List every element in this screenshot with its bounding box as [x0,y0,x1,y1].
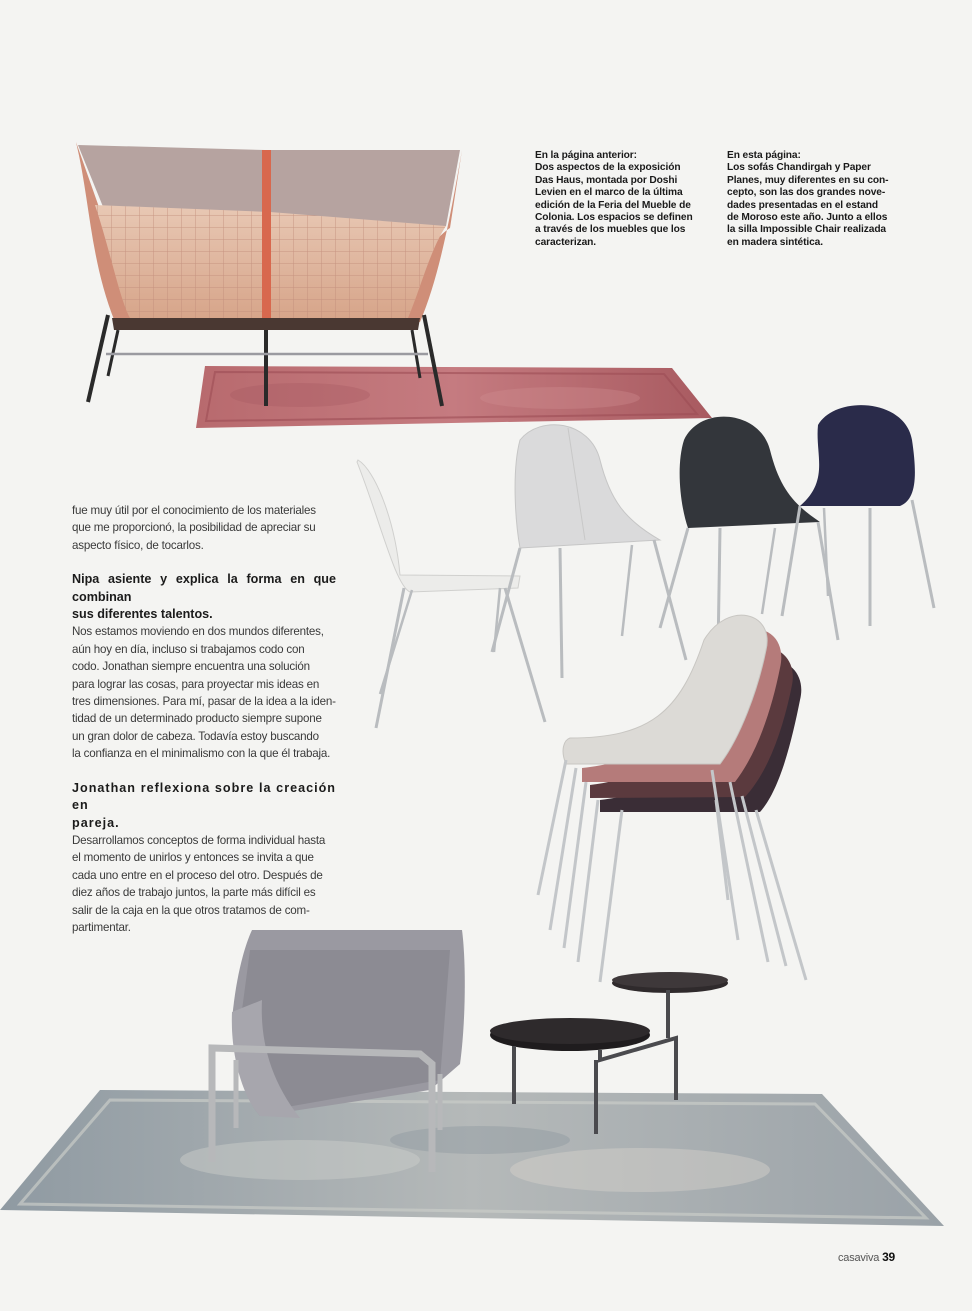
text-line: tidad de un determinado producto siempre supone [72,712,322,726]
question-2 [72,780,336,832]
answer-2 [72,832,336,936]
page-folio [838,1250,895,1264]
caption-previous-heading: En la página anterior: [535,150,637,161]
caption-previous-page [535,150,707,249]
caption-line: dades presentadas en el estand [727,199,879,211]
text-line: salir de la caja en la que otros tratamos de com- [72,903,310,917]
caption-line: Los sofás Chandirgah y Paper [727,162,871,174]
caption-line: Levien en el marco de la última [535,187,683,199]
text-line: tres dimensiones. Para mí, pasar de la idea a la iden- [72,695,336,709]
caption-line: de Moroso este año. Junto a ellos [727,212,888,224]
text-line: cada uno entre en el proceso del otro. Después de [72,868,323,882]
caption-line: Colonia. Los espacios se definen [535,212,693,224]
caption-line: Dos aspectos de la exposición [535,162,681,174]
caption-line: la silla Impossible Chair realizada [727,224,887,236]
text-line: codo. Jonathan siempre encuentra una solución [72,660,310,674]
text-line: aún hoy en día, incluso si trabajamos codo con [72,642,305,656]
page-number: 39 [882,1250,896,1264]
answer-1 [72,623,336,762]
text-line: que me proporcionó, la posibilidad de apreciar su [72,521,316,535]
caption-line: caracterizan. [535,236,596,248]
text-line: diez años de trabajo juntos, la parte más difícil es [72,886,316,900]
caption-line: edición de la Feria del Mueble de [535,199,691,211]
text-line: Nos estamos moviendo en dos mundos diferentes, [72,625,324,639]
grey-vintage-rug [0,1090,944,1226]
text-line: Desarrollamos conceptos de forma individual hasta [72,833,326,847]
text-line: Jonathan reflexiona sobre la creación en [72,780,336,813]
text-line: sus diferentes talentos. [72,607,213,622]
caption-line: a través de los muebles que los [535,224,686,236]
text-line: partimentar. [72,920,131,934]
text-line: el momento de unirlos y entonces se invita a que [72,851,314,865]
text-line: pareja. [72,815,120,830]
question-1 [72,571,336,623]
red-rug [196,366,712,428]
text-line: un gran dolor de cabeza. Todavía estoy buscando [72,729,319,743]
stacked-chairs [538,615,806,982]
article-column [72,502,336,936]
caption-line: Das Haus, montada por Doshi [535,174,678,186]
caption-line: cepto, son las dos grandes nove- [727,187,886,199]
text-line: para lograr las cosas, para proyectar mis ideas en [72,677,320,691]
text-line: Nipa asiente y explica la forma en que combinan [72,572,336,604]
caption-this-heading: En esta página: [727,150,801,161]
caption-this-page [727,150,899,249]
text-line: fue muy útil por el conocimiento de los materiales [72,504,316,517]
text-line: la confianza en el minimalismo con la que él trabaja. [72,747,331,761]
caption-line: en madera sintética. [727,236,823,248]
magazine-name: casaviva [838,1252,880,1264]
article-intro [72,502,336,554]
caption-line: Planes, muy diferentes en su con- [727,174,889,186]
text-line: aspecto físico, de tocarlos. [72,538,204,552]
